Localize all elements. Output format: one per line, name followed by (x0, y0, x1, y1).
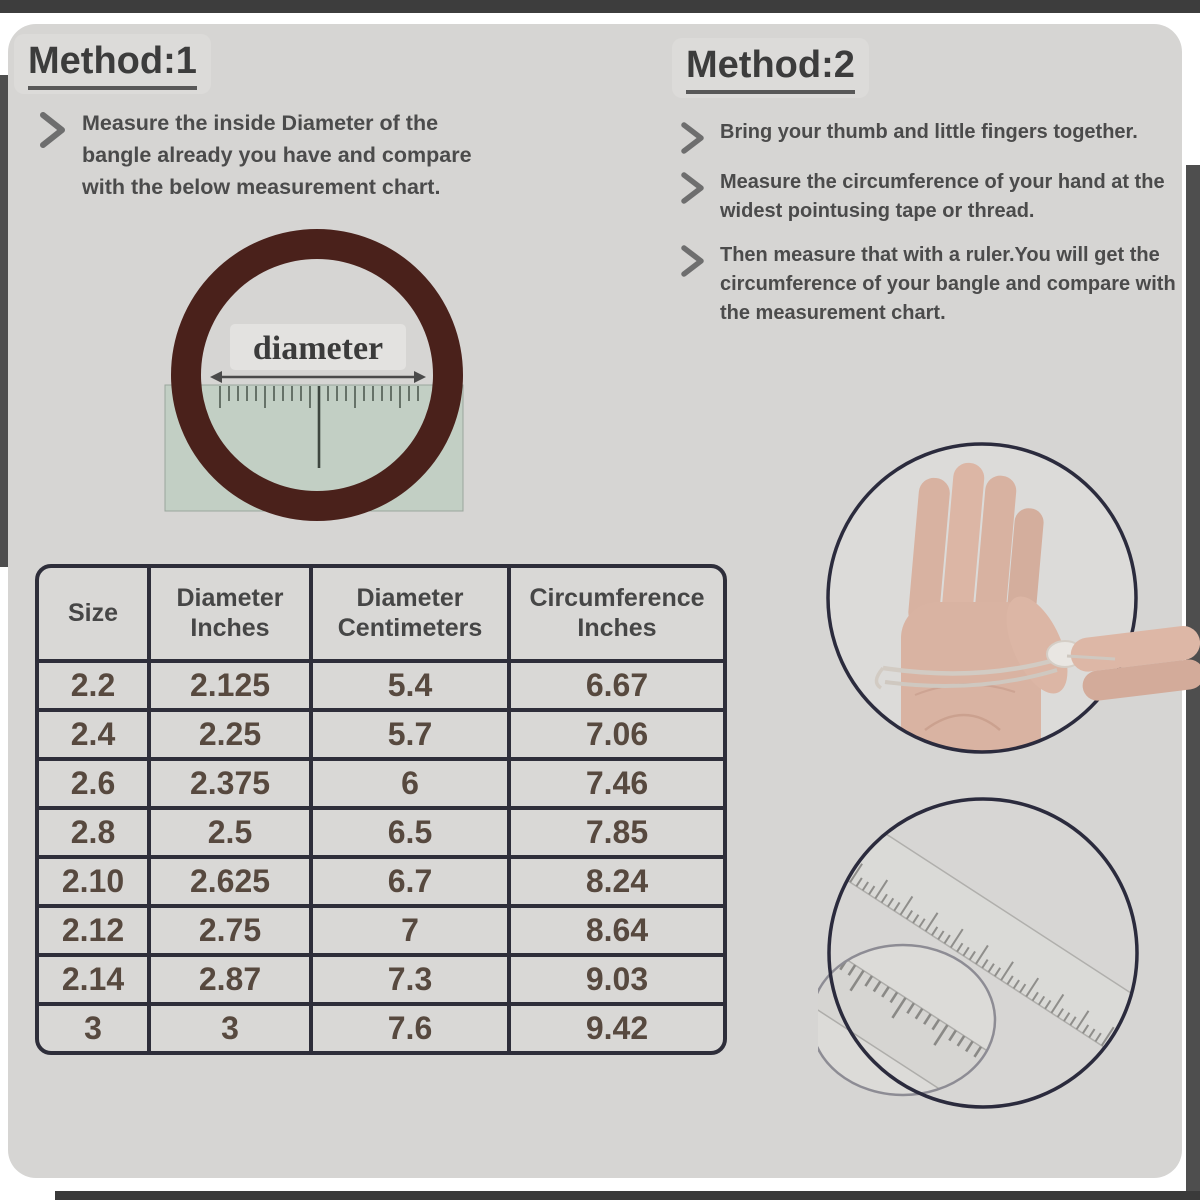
chevron-right-icon (38, 112, 68, 148)
method2-step-2-text: Measure the circumference of your hand at the widest pointusing tape or thread. (720, 171, 1165, 222)
bangle-diameter-diagram (150, 228, 490, 528)
frame-top-bar (0, 0, 1200, 13)
table-row: 2.4 2.25 5.7 7.06 (39, 708, 723, 757)
table-header-row (39, 568, 723, 659)
method1-step-text: Measure the inside Diameter of the bangle already you have and compare with the below measurement chart. (82, 111, 472, 199)
method2-step-1-text: Bring your thumb and little fingers together. (720, 121, 1138, 143)
method2-step-3-text: Then measure that with a ruler.You will get the circumference of your bangle and compare with the measurement chart. (720, 244, 1176, 324)
method2-step-3 (680, 241, 1190, 328)
table-row: 2.12 2.75 7 8.64 (39, 904, 723, 953)
method2-title: Method:2 (672, 38, 869, 98)
col-header-circumference: Circumference Inches (529, 584, 705, 642)
chevron-right-icon (680, 122, 706, 154)
col-header-diameter-inches: Diameter Inches (151, 568, 313, 659)
table-row: 2.8 2.5 6.5 7.85 (39, 806, 723, 855)
method2-step-2 (680, 168, 1190, 226)
col-header-size: Size (39, 568, 151, 659)
size-chart-table (35, 564, 727, 1055)
table-row: 2.2 2.125 5.4 6.67 (39, 659, 723, 708)
chevron-right-icon (680, 172, 706, 204)
table-row: 3 3 7.6 9.42 (39, 1002, 723, 1051)
method1-step (38, 108, 508, 203)
ruler-with-magnifier-photo (818, 788, 1158, 1128)
frame-bottom-bar (55, 1191, 1200, 1200)
method1-title: Method:1 (14, 34, 211, 94)
table-row: 2.6 2.375 6 7.46 (39, 757, 723, 806)
table-row: 2.14 2.87 7.3 9.03 (39, 953, 723, 1002)
diameter-label: diameter (252, 330, 384, 367)
table-row: 2.10 2.625 6.7 8.24 (39, 855, 723, 904)
col-header-diameter-cm: Diameter Centimeters (313, 568, 511, 659)
method2-step-1 (680, 118, 1190, 154)
chevron-right-icon (680, 245, 706, 277)
hand-measuring-with-thread-photo (815, 430, 1200, 766)
